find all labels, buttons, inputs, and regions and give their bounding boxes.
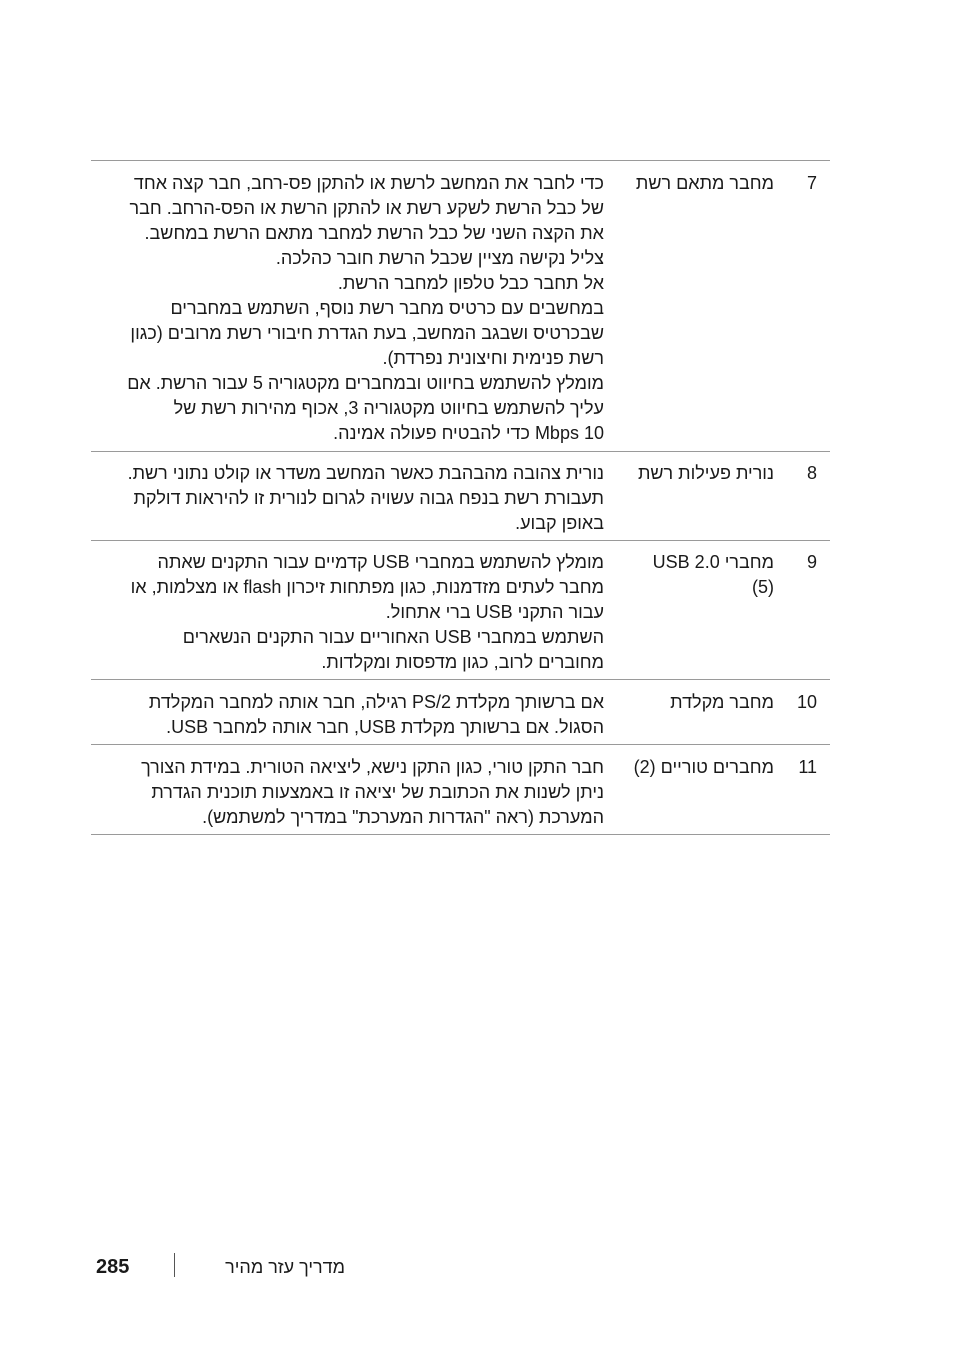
desc-line: מומלץ להשתמש בחיווט ובמחברים מקטגוריה 5 עבור הרשת. אם: [127, 373, 604, 393]
name-line: מחבר מקלדת: [670, 692, 774, 712]
name-line: מחבר מתאם רשת: [635, 173, 774, 193]
desc-line: חבר התקן טורי, כגון התקן נישא, ליציאה הטורית. במידת הצורך: [141, 757, 604, 777]
desc-line: של כבל הרשת לשקע רשת או להתקן הרשת או הפס-הרחב. חבר: [129, 198, 604, 218]
row-item-name: [614, 550, 774, 600]
table-row-rule: [91, 451, 830, 452]
footer-divider: [174, 1253, 175, 1277]
desc-line: רשת פנימית וחיצונית נפרדת).: [382, 348, 604, 368]
name-line: (5): [751, 577, 774, 597]
desc-line: הסגול. אם ברשותך מקלדת USB, חבר אותה למחבר USB.: [166, 717, 604, 737]
desc-line: המערכת (ראה "הגדרות המערכת" במדריך למשתמש).: [202, 807, 604, 827]
row-number: 8: [806, 463, 817, 483]
table-row-rule: [91, 744, 830, 745]
desc-line: מחבר לעתים מזדמנות, כגון מפתחות זיכרון flash או מצלמות, או: [130, 577, 604, 597]
desc-line: עליך להשתמש בחיווט מקטגוריה 3, אכוף מהירות רשת של: [173, 398, 604, 418]
desc-line: במחשבים עם כרטיס מחבר רשת נוסף, השתמש במחברים: [170, 298, 604, 318]
table-row-rule: [91, 540, 830, 541]
page-footer: [0, 1253, 954, 1283]
desc-line: עבור התקני USB ברי אתחול.: [385, 602, 604, 622]
page-number: 285: [96, 1256, 130, 1278]
table-row: [91, 690, 830, 740]
desc-line: את הקצה השני של כבל הרשת למחבר מתאם הרשת במחשב.: [144, 223, 604, 243]
table-row: [91, 755, 830, 830]
row-description: [92, 461, 604, 536]
table-row-rule: [91, 679, 830, 680]
table-top-rule: [91, 160, 830, 161]
row-item-name: [614, 755, 774, 780]
table-bottom-rule: [91, 834, 830, 835]
desc-line: מומלץ להשתמש במחברי USB קדמיים עבור התקנים שאתה: [157, 552, 604, 572]
desc-line: השתמש במחברי USB האחוריים עבור התקנים הנשארים: [182, 627, 604, 647]
table-row: [91, 171, 830, 446]
row-item-name: [614, 690, 774, 715]
row-item-name: [614, 171, 774, 196]
desc-line: נורית צהובה מהבהבת כאשר המחשב משדר או קולט נתוני רשת.: [127, 463, 604, 483]
row-description: [92, 171, 604, 446]
row-item-name: [614, 461, 774, 486]
row-description: [92, 755, 604, 830]
name-line: מחברים טוריים (2): [633, 757, 774, 777]
desc-line: 10 Mbps כדי להבטיח פעולה אמינה.: [333, 423, 604, 443]
desc-line: צליל נקישה מציין שכבל הרשת חובר כהלכה.: [275, 248, 604, 268]
table-row: [91, 461, 830, 536]
desc-line: מחוברים לרוב, כגון מדפסות ומקלדות.: [321, 652, 604, 672]
guide-title: מדריך עזר מהיר: [225, 1257, 345, 1277]
row-number: 11: [798, 757, 817, 777]
row-number: 10: [796, 692, 817, 712]
desc-line: ניתן לשנות את הכתובת של יציאה זו באמצעות תוכנית הגדרת: [151, 782, 604, 802]
desc-line: כדי לחבר את המחשב לרשת או להתקן פס-רחב, חבר קצה אחד: [133, 173, 604, 193]
desc-line: שבכרטיס ושבגב המחשב, בעת הגדרת חיבורי רשת מרובים (כגון: [130, 323, 604, 343]
row-description: [92, 690, 604, 740]
desc-line: אם ברשותך מקלדת PS/2 רגילה, חבר אותה למחבר המקלדת: [148, 692, 604, 712]
desc-line: אל תחבר כבל טלפון למחבר הרשת.: [337, 273, 604, 293]
row-description: [92, 550, 604, 675]
desc-line: באופן קבוע.: [515, 513, 604, 533]
row-number: 7: [806, 173, 817, 193]
name-line: נורית פעילות רשת: [637, 463, 774, 483]
row-number: 9: [806, 552, 817, 572]
name-line: מחברי USB 2.0: [652, 552, 774, 572]
table-row: [91, 550, 830, 675]
desc-line: תעבורת רשת בנפח גבוה עשויה לגרום לנורית זו להיראות דולקת: [133, 488, 604, 508]
